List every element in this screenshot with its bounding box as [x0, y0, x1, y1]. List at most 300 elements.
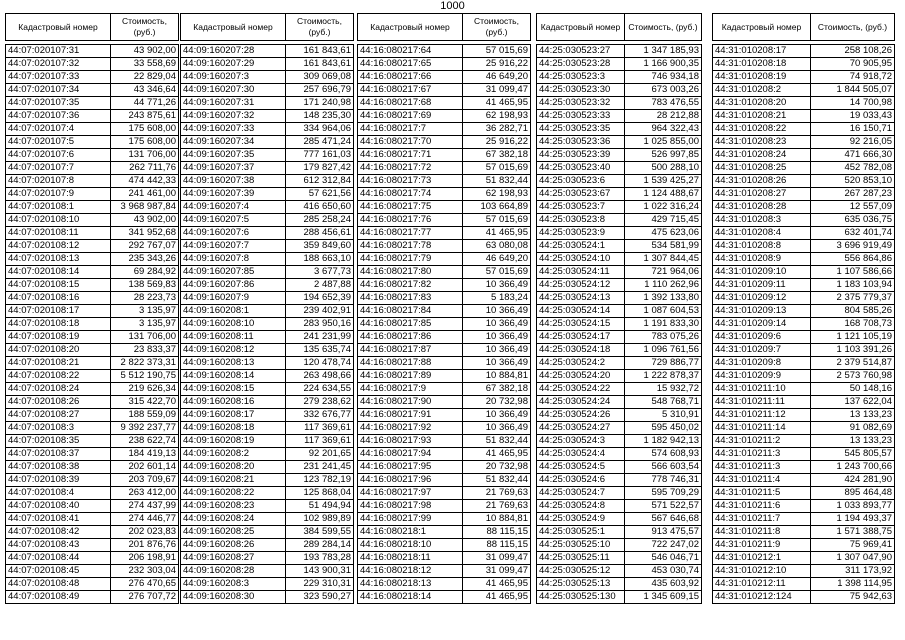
table-row [713, 136, 895, 149]
table-row [181, 227, 354, 240]
table-row [181, 175, 354, 188]
cadastral-number-cell: 44:16:080217:97 [358, 487, 463, 500]
table-row [537, 292, 702, 305]
table-row [537, 110, 702, 123]
header-cadastral-number: Кадастровый номер [181, 14, 286, 41]
cost-cell: 91 082,69 [811, 422, 895, 435]
table-row [181, 123, 354, 136]
table-row [6, 487, 179, 500]
table-row [537, 500, 702, 513]
table-row [713, 331, 895, 344]
cost-cell: 63 080,08 [463, 240, 531, 253]
cadastral-number-cell: 44:16:080217:74 [358, 188, 463, 201]
table-row [181, 409, 354, 422]
cadastral-number-cell: 44:07:020107:8 [6, 175, 111, 188]
cost-cell: 57 015,69 [463, 266, 531, 279]
cadastral-number-cell: 44:07:020108:37 [6, 448, 111, 461]
table-row [713, 318, 895, 331]
cadastral-number-cell: 44:25:030523:7 [537, 201, 625, 214]
cost-cell: 288 456,61 [286, 227, 354, 240]
cadastral-number-cell: 44:09:160208:21 [181, 474, 286, 487]
cost-cell: 41 465,95 [463, 578, 531, 591]
cost-cell: 51 832,44 [463, 474, 531, 487]
cost-cell: 88 115,15 [463, 526, 531, 539]
table-row [713, 513, 895, 526]
table-row [358, 175, 531, 188]
cadastral-number-cell: 44:09:160207:32 [181, 110, 286, 123]
table-row [181, 266, 354, 279]
table-row [6, 396, 179, 409]
table-row [713, 305, 895, 318]
cadastral-number-cell: 44:09:160207:7 [181, 240, 286, 253]
cost-cell: 429 715,45 [625, 214, 702, 227]
cost-cell: 75 969,41 [811, 539, 895, 552]
table-row [713, 526, 895, 539]
table-row [181, 383, 354, 396]
cadastral-number-cell: 44:25:030523:30 [537, 84, 625, 97]
cadastral-number-cell: 44:09:160208:30 [181, 591, 286, 604]
cost-cell: 50 148,16 [811, 383, 895, 396]
cadastral-number-cell: 44:25:030524:7 [537, 487, 625, 500]
cost-cell: 1 345 609,15 [625, 591, 702, 604]
table-row [6, 71, 179, 84]
cost-cell: 777 161,03 [286, 149, 354, 162]
cadastral-number-cell: 44:16:080217:65 [358, 58, 463, 71]
cost-cell: 5 512 190,75 [111, 370, 179, 383]
cost-cell: 229 310,31 [286, 578, 354, 591]
cadastral-number-cell: 44:07:020108:48 [6, 578, 111, 591]
cadastral-number-cell: 44:09:160208:24 [181, 513, 286, 526]
cadastral-number-cell: 44:31:010209:13 [713, 305, 811, 318]
cost-cell: 1 194 493,37 [811, 513, 895, 526]
cost-cell: 452 782,08 [811, 162, 895, 175]
cadastral-number-cell: 44:31:010208:26 [713, 175, 811, 188]
cost-cell: 103 664,89 [463, 201, 531, 214]
cadastral-number-cell: 44:16:080217:77 [358, 227, 463, 240]
table-row [6, 175, 179, 188]
cadastral-number-cell: 44:07:020108:16 [6, 292, 111, 305]
table-row [6, 110, 179, 123]
table-row [713, 448, 895, 461]
table-row [6, 370, 179, 383]
cost-cell: 10 366,49 [463, 344, 531, 357]
cadastral-number-cell: 44:09:160208:26 [181, 539, 286, 552]
cost-cell: 10 366,49 [463, 279, 531, 292]
table-row [181, 45, 354, 58]
cost-cell: 500 288,10 [625, 162, 702, 175]
cost-cell: 10 884,81 [463, 513, 531, 526]
cadastral-number-cell: 44:16:080217:68 [358, 97, 463, 110]
table-row [537, 240, 702, 253]
table-row [358, 188, 531, 201]
cadastral-number-cell: 44:25:030523:6 [537, 175, 625, 188]
table-row [181, 318, 354, 331]
cadastral-number-cell: 44:09:160208:10 [181, 318, 286, 331]
cost-cell: 239 402,91 [286, 305, 354, 318]
table-row [358, 591, 531, 604]
cadastral-number-cell: 44:07:020108:4 [6, 487, 111, 500]
cadastral-number-cell: 44:16:080217:98 [358, 500, 463, 513]
cadastral-number-cell: 44:16:080217:72 [358, 162, 463, 175]
table-row [713, 539, 895, 552]
table-row [6, 578, 179, 591]
cost-cell: 574 608,93 [625, 448, 702, 461]
cost-cell: 41 465,95 [463, 448, 531, 461]
table-row [181, 71, 354, 84]
cadastral-number-cell: 44:16:080217:66 [358, 71, 463, 84]
table-row [181, 526, 354, 539]
cadastral-number-cell: 44:25:030524:9 [537, 513, 625, 526]
cadastral-number-cell: 44:31:010209:10 [713, 266, 811, 279]
cost-cell: 1 539 425,27 [625, 175, 702, 188]
cadastral-number-cell: 44:16:080217:88 [358, 357, 463, 370]
cost-cell: 75 942,63 [811, 591, 895, 604]
cadastral-number-cell: 44:07:020108:41 [6, 513, 111, 526]
cadastral-number-cell: 44:25:030524:17 [537, 331, 625, 344]
cost-cell: 258 108,26 [811, 45, 895, 58]
cadastral-number-cell: 44:31:010208:8 [713, 240, 811, 253]
table-row [537, 175, 702, 188]
cadastral-number-cell: 44:31:010209:9 [713, 370, 811, 383]
cadastral-number-cell: 44:16:080217:89 [358, 370, 463, 383]
table-row [6, 97, 179, 110]
cadastral-number-cell: 44:31:010208:9 [713, 253, 811, 266]
cost-cell: 28 212,88 [625, 110, 702, 123]
cost-cell: 567 646,68 [625, 513, 702, 526]
header-cadastral-number: Кадастровый номер [6, 14, 111, 41]
table-row [6, 448, 179, 461]
cost-cell: 14 700,98 [811, 97, 895, 110]
table-row [6, 45, 179, 58]
cadastral-number-cell: 44:25:030523:32 [537, 97, 625, 110]
cadastral-number-cell: 44:25:030524:13 [537, 292, 625, 305]
table-row [6, 123, 179, 136]
table-row [358, 292, 531, 305]
cadastral-number-cell: 44:07:020107:35 [6, 97, 111, 110]
cadastral-number-cell: 44:09:160207:6 [181, 227, 286, 240]
table-row [6, 305, 179, 318]
cost-cell: 729 886,77 [625, 357, 702, 370]
table-row [181, 240, 354, 253]
table-row [6, 383, 179, 396]
table-row [181, 552, 354, 565]
table-row [713, 383, 895, 396]
table-row [181, 84, 354, 97]
cost-cell: 241 461,00 [111, 188, 179, 201]
cadastral-number-cell: 44:16:080217:67 [358, 84, 463, 97]
cadastral-number-cell: 44:07:020108:27 [6, 409, 111, 422]
cost-cell: 202 023,83 [111, 526, 179, 539]
table-row [713, 123, 895, 136]
cadastral-number-cell: 44:16:080217:71 [358, 149, 463, 162]
cost-cell: 117 369,61 [286, 435, 354, 448]
cadastral-number-cell: 44:31:010208:25 [713, 162, 811, 175]
cost-cell: 21 769,63 [463, 500, 531, 513]
cadastral-number-cell: 44:07:020108:18 [6, 318, 111, 331]
table-header-row [6, 14, 179, 41]
cadastral-number-cell: 44:16:080217:70 [358, 136, 463, 149]
cost-cell: 70 905,95 [811, 58, 895, 71]
cadastral-number-cell: 44:31:010211:4 [713, 474, 811, 487]
table-row [6, 565, 179, 578]
table-row [537, 435, 702, 448]
table-row [537, 45, 702, 58]
cadastral-number-cell: 44:09:160208:18 [181, 422, 286, 435]
cost-cell: 231 241,45 [286, 461, 354, 474]
cadastral-number-cell: 44:25:030523:27 [537, 45, 625, 58]
table-row [713, 227, 895, 240]
cost-cell: 74 918,72 [811, 71, 895, 84]
cost-cell: 526 997,85 [625, 149, 702, 162]
cost-cell: 571 522,57 [625, 500, 702, 513]
cadastral-number-cell: 44:25:030523:35 [537, 123, 625, 136]
cadastral-number-cell: 44:07:020108:43 [6, 539, 111, 552]
cadastral-number-cell: 44:31:010208:19 [713, 71, 811, 84]
table-row [537, 253, 702, 266]
cadastral-number-cell: 44:31:010211:5 [713, 487, 811, 500]
cadastral-number-cell: 44:25:030525:1 [537, 526, 625, 539]
cost-cell: 274 446,77 [111, 513, 179, 526]
table-row [6, 435, 179, 448]
cost-cell: 263 412,00 [111, 487, 179, 500]
cadastral-number-cell: 44:25:030523:9 [537, 227, 625, 240]
cost-cell: 10 366,49 [463, 409, 531, 422]
cost-cell: 43 346,64 [111, 84, 179, 97]
cost-cell: 57 621,56 [286, 188, 354, 201]
table-row [181, 279, 354, 292]
table-row [537, 526, 702, 539]
table-row [537, 58, 702, 71]
cadastral-number-cell: 44:25:030524:2 [537, 357, 625, 370]
cost-cell: 520 853,10 [811, 175, 895, 188]
cost-cell: 131 706,00 [111, 149, 179, 162]
cadastral-number-cell: 44:31:010211:3 [713, 461, 811, 474]
table-row [713, 487, 895, 500]
table-row [713, 162, 895, 175]
table-row [358, 552, 531, 565]
table-row [181, 149, 354, 162]
table-row [181, 448, 354, 461]
cadastral-number-cell: 44:09:160208:27 [181, 552, 286, 565]
cadastral-number-cell: 44:07:020108:17 [6, 305, 111, 318]
cadastral-number-cell: 44:31:010211:3 [713, 448, 811, 461]
table-row [537, 279, 702, 292]
cadastral-number-cell: 44:16:080217:92 [358, 422, 463, 435]
cost-cell: 3 135,97 [111, 305, 179, 318]
cost-cell: 746 934,18 [625, 71, 702, 84]
cost-cell: 161 843,61 [286, 45, 354, 58]
cadastral-number-cell: 44:07:020108:21 [6, 357, 111, 370]
cost-cell: 292 767,07 [111, 240, 179, 253]
cost-cell: 202 601,14 [111, 461, 179, 474]
cadastral-number-cell: 44:25:030524:1 [537, 240, 625, 253]
cost-cell: 263 498,66 [286, 370, 354, 383]
cost-cell: 1 022 316,24 [625, 201, 702, 214]
cost-cell: 67 382,18 [463, 383, 531, 396]
cadastral-number-cell: 44:31:010209:6 [713, 331, 811, 344]
cost-cell: 117 369,61 [286, 422, 354, 435]
cadastral-number-cell: 44:31:010208:24 [713, 149, 811, 162]
cost-cell: 31 099,47 [463, 84, 531, 97]
cost-cell: 241 231,99 [286, 331, 354, 344]
table-row [6, 162, 179, 175]
table-row [713, 188, 895, 201]
cost-cell: 19 033,43 [811, 110, 895, 123]
cost-cell: 206 198,91 [111, 552, 179, 565]
cost-cell: 285 471,24 [286, 136, 354, 149]
cost-cell: 783 075,26 [625, 331, 702, 344]
cost-cell: 635 036,75 [811, 214, 895, 227]
table-row [181, 435, 354, 448]
cadastral-number-cell: 44:09:160207:33 [181, 123, 286, 136]
cost-cell: 1 110 262,96 [625, 279, 702, 292]
cadastral-number-cell: 44:09:160208:25 [181, 526, 286, 539]
cost-cell: 123 782,19 [286, 474, 354, 487]
cost-cell: 243 875,61 [111, 110, 179, 123]
cadastral-number-cell: 44:16:080217:7 [358, 123, 463, 136]
table-row [537, 71, 702, 84]
table-row [537, 565, 702, 578]
table-row [6, 227, 179, 240]
header-cost: Стоимость, (руб.) [111, 14, 179, 41]
table-row [537, 201, 702, 214]
table-row [6, 344, 179, 357]
table-row [358, 461, 531, 474]
table-row [713, 474, 895, 487]
table-row [6, 474, 179, 487]
header-cadastral-number: Кадастровый номер [358, 14, 463, 41]
cadastral-number-cell: 44:16:080218:1 [358, 526, 463, 539]
table-row [6, 292, 179, 305]
cost-cell: 41 465,95 [463, 591, 531, 604]
cost-cell: 41 465,95 [463, 97, 531, 110]
cadastral-number-cell: 44:25:030524:10 [537, 253, 625, 266]
table-row [537, 422, 702, 435]
cadastral-number-cell: 44:07:020108:20 [6, 344, 111, 357]
cadastral-number-cell: 44:31:010211:14 [713, 422, 811, 435]
table-row [358, 71, 531, 84]
table-row [358, 227, 531, 240]
table-row [181, 58, 354, 71]
cost-cell: 913 475,57 [625, 526, 702, 539]
cost-cell: 44 771,26 [111, 97, 179, 110]
page-number: 1000 [440, 0, 465, 12]
cost-cell: 474 442,33 [111, 175, 179, 188]
table-row [713, 422, 895, 435]
cadastral-number-cell: 44:07:020108:1 [6, 201, 111, 214]
cadastral-number-cell: 44:16:080217:76 [358, 214, 463, 227]
cadastral-number-cell: 44:31:010209:8 [713, 357, 811, 370]
cadastral-number-cell: 44:09:160207:30 [181, 84, 286, 97]
cadastral-number-cell: 44:07:020108:13 [6, 253, 111, 266]
cadastral-number-cell: 44:09:160207:3 [181, 71, 286, 84]
table-row [537, 227, 702, 240]
table-row [181, 162, 354, 175]
cost-cell: 722 247,02 [625, 539, 702, 552]
cadastral-number-cell: 44:16:080217:93 [358, 435, 463, 448]
cost-cell: 2 375 779,37 [811, 292, 895, 305]
header-cost: Стоимость, (руб.) [625, 14, 702, 41]
cadastral-number-cell: 44:07:020107:7 [6, 162, 111, 175]
table-row [6, 84, 179, 97]
table-row [181, 539, 354, 552]
cost-cell: 257 696,79 [286, 84, 354, 97]
cost-cell: 283 950,16 [286, 318, 354, 331]
cost-cell: 184 419,13 [111, 448, 179, 461]
cost-cell: 46 649,20 [463, 71, 531, 84]
cost-cell: 3 135,97 [111, 318, 179, 331]
cadastral-number-cell: 44:31:010208:20 [713, 97, 811, 110]
cost-cell: 57 015,69 [463, 45, 531, 58]
cost-cell: 57 015,69 [463, 162, 531, 175]
cadastral-number-cell: 44:25:030523:39 [537, 149, 625, 162]
cadastral-number-cell: 44:07:020108:39 [6, 474, 111, 487]
cadastral-number-cell: 44:07:020107:31 [6, 45, 111, 58]
cadastral-number-cell: 44:31:010212:10 [713, 565, 811, 578]
table-row [358, 136, 531, 149]
cost-cell: 31 099,47 [463, 552, 531, 565]
cadastral-number-cell: 44:16:080217:94 [358, 448, 463, 461]
cost-cell: 721 964,06 [625, 266, 702, 279]
table-row [6, 331, 179, 344]
table-row [6, 513, 179, 526]
cost-cell: 548 768,71 [625, 396, 702, 409]
table-row [713, 71, 895, 84]
table-row [6, 58, 179, 71]
cost-cell: 267 287,23 [811, 188, 895, 201]
cadastral-number-cell: 44:31:010208:21 [713, 110, 811, 123]
cadastral-number-cell: 44:16:080217:90 [358, 396, 463, 409]
cadastral-number-cell: 44:16:080218:10 [358, 539, 463, 552]
table-row [713, 344, 895, 357]
cadastral-number-cell: 44:09:160208:22 [181, 487, 286, 500]
cadastral-number-cell: 44:09:160208:14 [181, 370, 286, 383]
table-row [358, 240, 531, 253]
cadastral-number-cell: 44:31:010208:2 [713, 84, 811, 97]
table-row [358, 500, 531, 513]
cost-cell: 274 437,99 [111, 500, 179, 513]
cost-cell: 1 347 185,93 [625, 45, 702, 58]
header-cadastral-number: Кадастровый номер [713, 14, 811, 41]
cost-cell: 22 829,04 [111, 71, 179, 84]
cadastral-number-cell: 44:25:030524:5 [537, 461, 625, 474]
table-row [713, 500, 895, 513]
table-row [6, 201, 179, 214]
table-row [181, 97, 354, 110]
header-cost: Стоимость, (руб.) [286, 14, 354, 41]
table-row [6, 214, 179, 227]
table-row [181, 578, 354, 591]
table-row [6, 539, 179, 552]
table-row [358, 279, 531, 292]
cost-cell: 475 623,06 [625, 227, 702, 240]
cadastral-number-cell: 44:07:020108:38 [6, 461, 111, 474]
cadastral-number-cell: 44:31:010208:18 [713, 58, 811, 71]
table-row [713, 292, 895, 305]
table-row [181, 487, 354, 500]
table-row [358, 474, 531, 487]
table-row [713, 279, 895, 292]
cost-cell: 88 115,15 [463, 539, 531, 552]
cost-cell: 545 805,57 [811, 448, 895, 461]
cost-cell: 778 746,31 [625, 474, 702, 487]
cadastral-number-cell: 44:16:080217:84 [358, 305, 463, 318]
table-row [537, 591, 702, 604]
cadastral-number-cell: 44:09:160208:15 [181, 383, 286, 396]
table-row [358, 370, 531, 383]
cost-cell: 143 900,31 [286, 565, 354, 578]
table-header-row [358, 14, 531, 41]
